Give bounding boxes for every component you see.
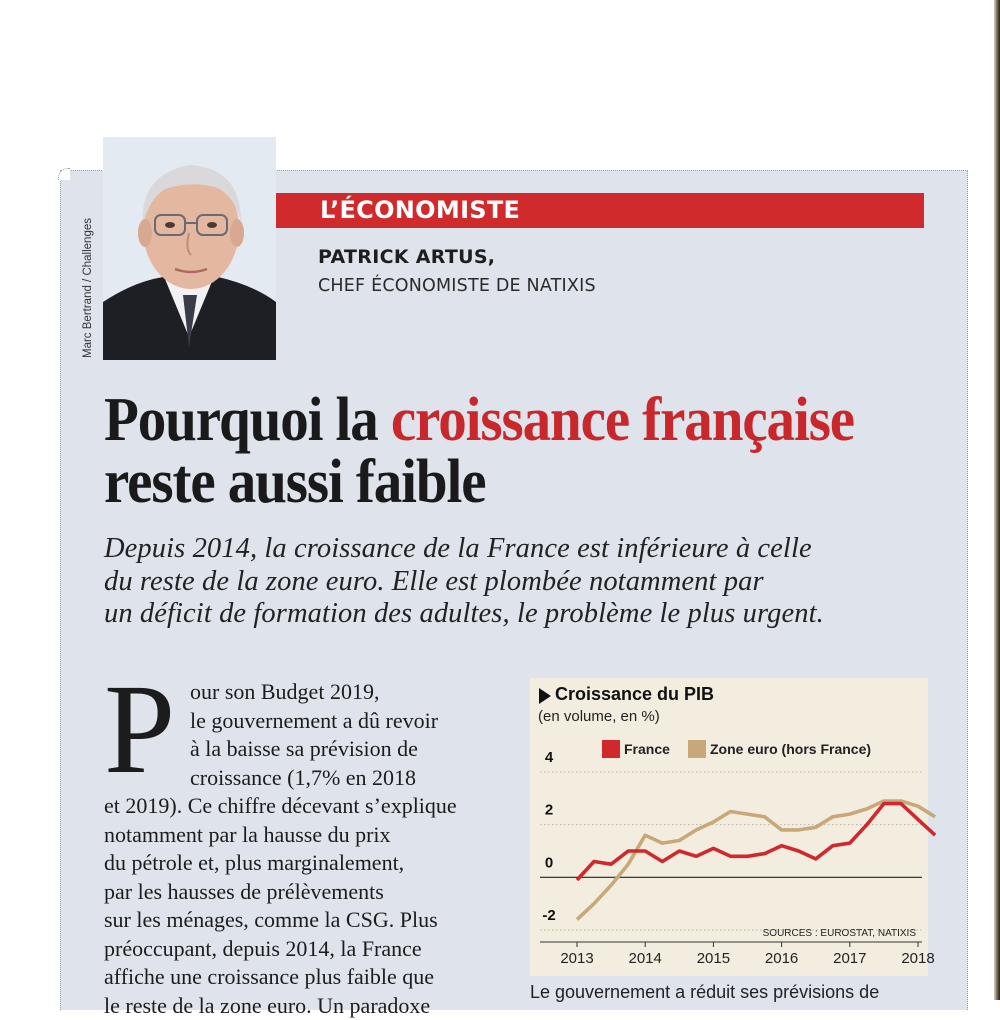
x-tick-label: 2016 [765,950,798,967]
standfirst-line: Depuis 2014, la croissance de la France est inférieure à celle [104,533,964,566]
body-line: croissance (1,7% en 2018 [104,764,504,793]
headline-highlight: croissance française [391,386,854,454]
author-photo [103,137,276,360]
legend-label-france: France [624,741,670,757]
chart-title: Croissance du PIB [555,684,714,705]
headline-part1: Pourquoi la [104,386,391,454]
body-line: sur les ménages, comme la CSG. Plus [104,906,504,935]
chart-subtitle: (en volume, en %) [538,708,660,725]
rubric-bar [276,193,924,228]
chart-source: SOURCES : EUROSTAT, NATIXIS [763,928,917,939]
y-tick-label: 2 [545,802,553,819]
body-line: affiche une croissance plus faible que [104,963,504,992]
legend-item-eurozone [688,740,871,758]
legend-swatch-france [602,740,620,758]
author-name: PATRICK ARTUS, [318,246,495,268]
page-edge [994,0,1000,1000]
standfirst-line: un déficit de formation des adultes, le problème le plus urgent. [104,598,964,631]
x-tick-label: 2017 [833,950,866,967]
triangle-arrow-icon [539,688,551,704]
body-line: préoccupant, depuis 2014, la France [104,935,504,964]
legend-label-eurozone: Zone euro (hors France) [710,741,871,757]
author-portrait-image [103,137,276,360]
body-line: par les hausses de prélèvements [104,878,504,907]
body-line: à la baisse sa prévision de [104,735,504,764]
author-role: CHEF ÉCONOMISTE DE NATIXIS [318,276,596,296]
headline [104,389,895,513]
standfirst [104,533,964,631]
legend-swatch-eurozone [688,740,706,758]
legend-item-france [602,740,670,758]
body-line: our son Budget 2019, [104,678,504,707]
article-body [104,678,504,1020]
x-tick-label: 2015 [697,950,730,967]
y-tick-label: 0 [545,854,553,871]
x-tick-label: 2014 [629,950,662,967]
standfirst-line: du reste de la zone euro. Elle est plombée notamment par [104,566,964,599]
gdp-chart [530,678,928,976]
x-tick-label: 2013 [560,950,593,967]
headline-part2: reste aussi faible [104,448,485,516]
drop-cap: P [104,665,175,793]
photo-credit: Marc Bertrand / Challenges [82,218,94,358]
body-line: et 2019). Ce chiffre décevant s’explique [104,792,504,821]
x-tick-label: 2018 [901,950,934,967]
body-line: notamment par la hausse du prix [104,821,504,850]
body-line: le gouvernement a dû revoir [104,707,504,736]
chart-caption: Le gouvernement a réduit ses prévisions de [530,982,879,1003]
y-tick-label: 4 [545,749,554,766]
body-line: du pétrole et, plus marginalement, [104,849,504,878]
y-tick-label: -2 [542,907,555,924]
series-line-eurozone [577,801,935,920]
body-line: le reste de la zone euro. Un paradoxe [104,992,504,1020]
rubric-label: L’ÉCONOMISTE [320,196,520,224]
